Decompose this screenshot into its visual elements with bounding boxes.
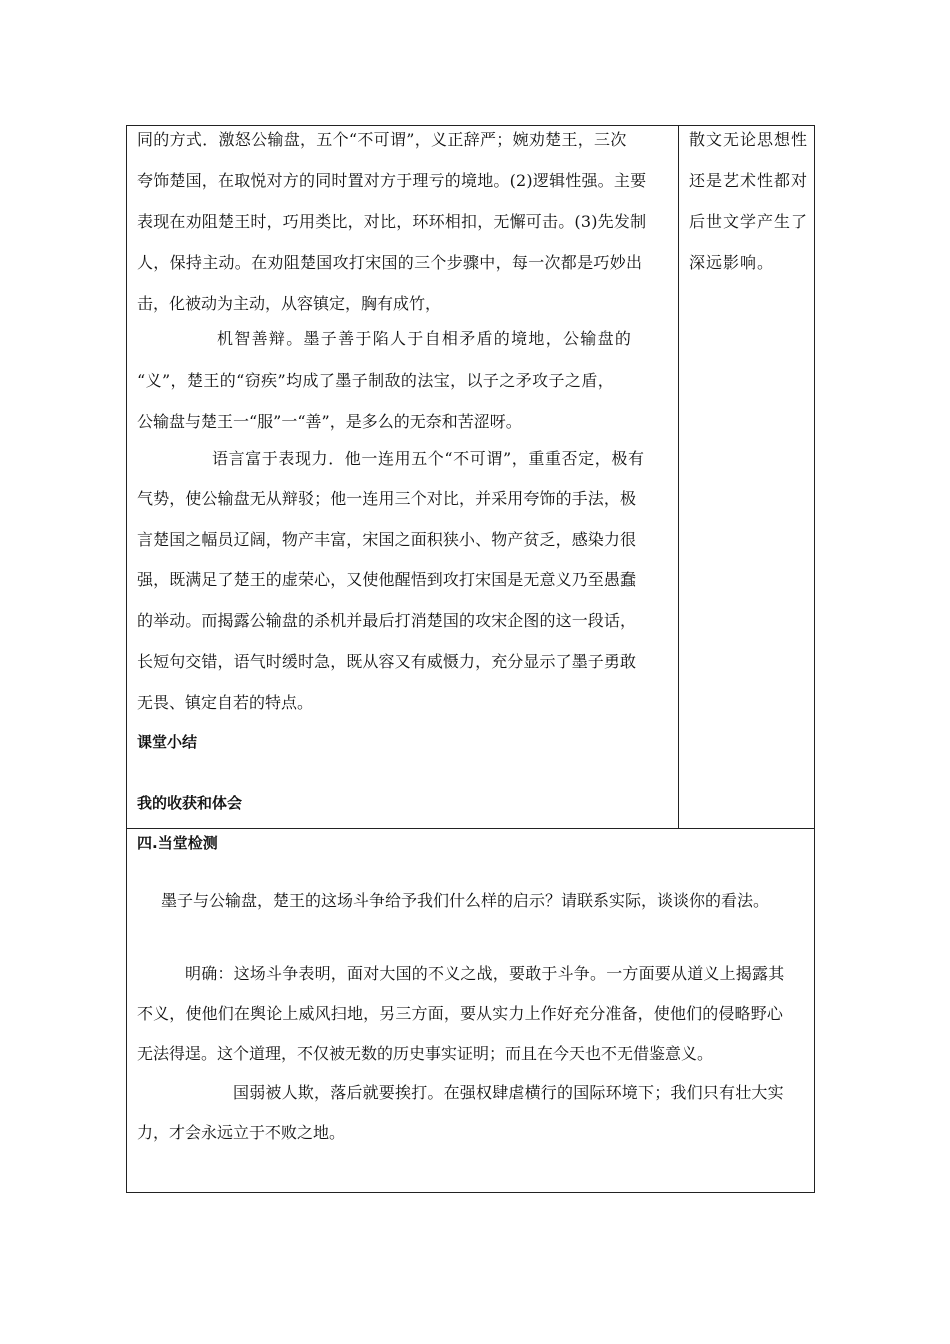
text-line: 无畏、镇定自若的特点。 (137, 693, 314, 712)
text-line: 表现在劝阻楚王时，巧用类比，对比，环环相扣，无懈可击。(3)先发制 (137, 212, 647, 231)
section-heading-gain: 我的收获和体会 (137, 794, 243, 812)
text-line: 公输盘与楚王一“服”一“善”，是多么的无奈和苦涩呀。 (137, 412, 522, 431)
text-line: 击，化被动为主动，从容镇定，胸有成竹， (137, 294, 442, 313)
section-heading-summary: 课堂小结 (137, 733, 198, 751)
answer-line: 明确：这场斗争表明，面对大国的不义之战，要敢于斗争。一方面要从道义上揭露其 (185, 964, 785, 983)
text-line: 长短句交错，语气时缓时急，既从容又有威慑力，充分显示了墨子勇敢 (137, 652, 637, 671)
table-row (127, 126, 814, 829)
text-line: 人，保持主动。在劝阻楚国攻打宋国的三个步骤中，每一次都是巧妙出 (137, 253, 643, 272)
side-note-line: 散文无论思想性 (689, 130, 809, 149)
question-text: 墨子与公输盘，楚王的这场斗争给予我们什么样的启示？请联系实际，谈谈你的看法。 (161, 891, 770, 910)
table-row (127, 828, 814, 1192)
lesson-table (126, 125, 815, 1193)
answer-line: 国弱被人欺，落后就要挨打。在强权肆虐横行的国际环境下；我们只有壮大实 (233, 1083, 784, 1102)
text-line: 同的方式．激怒公输盘，五个“不可谓”，义正辞严；婉劝楚王，三次 (137, 130, 627, 149)
text-line: “义”，楚王的“窃疾”均成了墨子制敌的法宝，以子之矛攻子之盾， (137, 371, 615, 390)
answer-line: 不义，使他们在舆论上威风扫地，另三方面，要从实力上作好充分准备，使他们的侵略野心 (137, 1004, 784, 1023)
side-note-line: 深远影响。 (689, 253, 775, 272)
section-heading-test: 四.当堂检测 (137, 834, 218, 852)
text-line: 机智善辩。墨子善于陷人于自相矛盾的境地，公输盘的 (217, 329, 633, 348)
main-cell (127, 126, 679, 828)
text-line: 的举动。而揭露公输盘的杀机并最后打消楚国的攻宋企图的这一段话， (137, 611, 637, 630)
answer-line: 无法得逞。这个道理，不仅被无数的历史事实证明；而且在今天也不无借鉴意义。 (137, 1044, 714, 1063)
text-line: 夸饰楚国，在取悦对方的同时置对方于理亏的境地。(2)逻辑性强。主要 (137, 171, 647, 190)
side-note-line: 后世文学产生了 (689, 212, 809, 231)
answer-line: 力，才会永远立于不败之地。 (137, 1123, 346, 1142)
side-note-cell (679, 126, 814, 828)
text-line: 语言富于表现力．他一连用五个“不可谓”，重重否定，极有 (212, 449, 645, 468)
text-line: 气势，使公输盘无从辩驳；他一连用三个对比，并采用夸饰的手法，极 (137, 489, 637, 508)
text-line: 言楚国之幅员辽阔，物产丰富，宋国之面积狭小、物产贫乏，感染力很 (137, 530, 637, 549)
side-note-line: 还是艺术性都对 (689, 171, 809, 190)
text-line: 强，既满足了楚王的虚荣心，又使他醒悟到攻打宋国是无意义乃至愚蠢 (137, 570, 637, 589)
